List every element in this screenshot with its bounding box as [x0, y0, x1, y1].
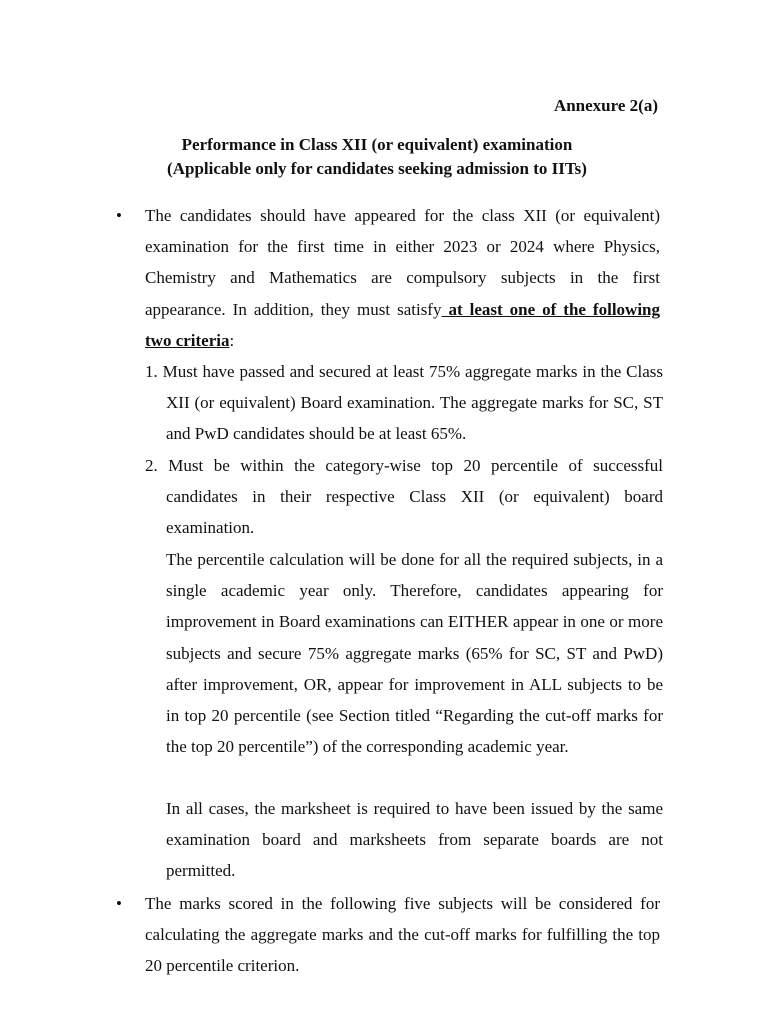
criterion-text: Must be within the category-wise top 20 percentile of successful candidates in their respective Class XII (or equivalent) board examination.: [166, 456, 664, 538]
eligibility-text: The candidates should have appeared for the class XII (or equivalent) examination for the first time in either 2023 or 2024 where Physics, Chemistry and Mathematics are compulsory subjects in the first appearance. In addition, they must satisfy: [145, 206, 660, 319]
annexure-label: Annexure 2(a): [553, 96, 658, 115]
page-title: [0, 133, 754, 181]
criterion-text: Must have passed and secured at least 75% aggregate marks in the Class XII (or equivalent) Board examination. The aggregate marks for SC, ST and PwD candidates should be at least 65%.: [162, 362, 664, 444]
criterion-item-2: [145, 450, 663, 544]
criteria-emphasis: at least one of the following two criteria: [145, 299, 660, 350]
percentile-note: The percentile calculation will be done for all the required subjects, in a single academic year only. Therefore, candidates appearing for improvement in Board examinations can EITHER appear in one or more subjects and secure 75% aggregate marks (65% for SC, ST and PwD) after improvement, OR, appear for improvement in ALL subjects to be in top 20 percentile (see Section titled “Regarding the cut-off marks for the top 20 percentile”) of the corresponding academic year.: [166, 550, 663, 757]
title-line-1: Performance in Class XII (or equivalent) examination: [181, 135, 573, 154]
title-line-2: (Applicable only for candidates seeking admission to IITs): [167, 159, 587, 178]
marksheet-note: In all cases, the marksheet is required to have been issued by the same examination board and marksheets from separate boards are not permitted.: [166, 799, 663, 881]
criterion-number: 1.: [145, 362, 158, 381]
bullet-item-eligibility: [145, 200, 660, 356]
bullet-item-subjects: The marks scored in the following five subjects will be considered for calculating the aggregate marks and the cut-off marks for fulfilling the top 20 percentile criterion.: [145, 894, 660, 976]
criterion-item-1: [145, 356, 663, 450]
bullet-icon: •: [116, 894, 122, 913]
bullet-icon: •: [116, 206, 122, 225]
criteria-colon: :: [229, 330, 235, 350]
criterion-number: 2.: [145, 456, 158, 475]
